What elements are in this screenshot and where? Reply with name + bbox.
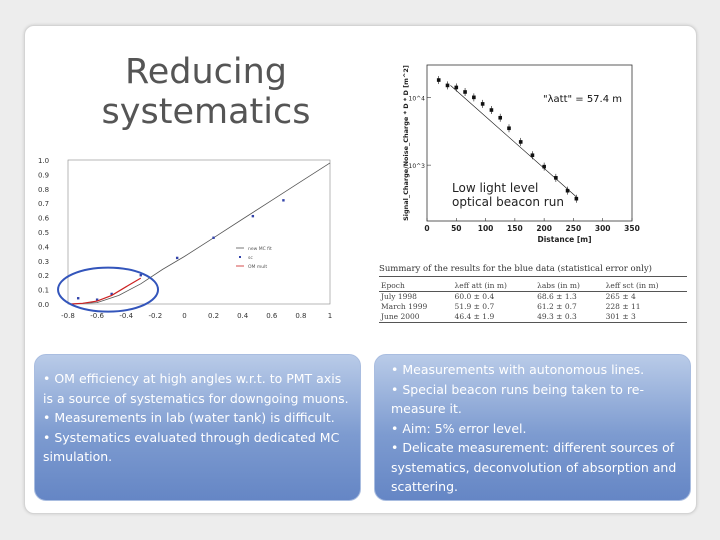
x-tick-label: 50 <box>451 224 462 233</box>
data-point <box>282 199 284 201</box>
beacon-run-label-line1: Low light level <box>452 181 539 195</box>
right-text-box <box>374 354 691 501</box>
x-axis-label: Distance [m] <box>537 235 592 244</box>
x-tick-label: 100 <box>477 224 494 233</box>
table-cell: 228 ± 11 <box>605 302 641 311</box>
legend-label: new MC fit <box>248 247 272 252</box>
legend-label: OM mult <box>248 265 268 270</box>
slide-title: Reducing systematics <box>101 52 311 132</box>
y-tick-label: 0.3 <box>38 257 50 266</box>
table-cell: 68.6 ± 1.3 <box>537 292 577 301</box>
y-tick-label: 0.0 <box>38 301 50 309</box>
efficiency-chart <box>36 152 340 328</box>
x-tick-label: 1 <box>327 312 333 320</box>
left-text-box <box>34 354 361 501</box>
table-cell: 60.0 ± 0.4 <box>454 292 495 301</box>
x-tick-label: -0.6 <box>90 312 104 320</box>
x-tick-label: 0.8 <box>295 312 307 320</box>
x-tick-label: 0.4 <box>237 312 249 320</box>
data-point <box>542 165 546 169</box>
bullet-item: • Aim: 5% error level. <box>391 420 527 436</box>
table-row <box>379 292 687 303</box>
y-tick-label: 10^3 <box>408 163 425 171</box>
data-point <box>77 297 79 299</box>
attenuation-chart-plot <box>402 65 640 244</box>
bullet-item: • OM efficiency at high angles w.r.t. to PMT axis is a source of systematics for downgoing muons. <box>43 371 349 406</box>
y-tick-label: 0.8 <box>38 185 50 194</box>
data-point <box>575 197 579 201</box>
table-cell: June 2000 <box>379 312 453 323</box>
table-cell: 301 ± 3 <box>604 312 687 323</box>
right-bullet-list <box>391 360 684 497</box>
y-tick-label: 0.1 <box>38 286 50 295</box>
table-cell: 46.4 ± 1.9 <box>453 312 536 323</box>
data-point <box>176 257 178 259</box>
data-point <box>212 237 214 239</box>
table-cell: July 1998 <box>381 292 417 301</box>
legend-swatch <box>239 256 241 258</box>
bullet-item: • Systematics evaluated through dedicated MC simulation. <box>43 429 340 464</box>
data-point <box>481 102 485 106</box>
x-tick-label: 300 <box>594 224 611 233</box>
efficiency-chart-plot <box>38 157 332 320</box>
data-point <box>437 78 441 82</box>
table-cell: 61.2 ± 0.7 <box>537 302 577 311</box>
legend-label: sc <box>248 256 253 261</box>
table-cell: 51.9 ± 0.7 <box>454 302 495 311</box>
y-tick-label: 0.5 <box>38 229 50 237</box>
table-header-cell: λeff sct (in m) <box>604 280 687 292</box>
table-row <box>379 302 687 312</box>
x-tick-label: 150 <box>507 224 523 233</box>
bullet-item: • Measurements with autonomous lines. <box>391 362 645 377</box>
highlight-ellipse <box>58 268 158 312</box>
data-point <box>519 140 523 144</box>
x-tick-label: 0.6 <box>266 312 278 320</box>
y-tick-label: 0.7 <box>38 200 50 209</box>
results-table-caption: Summary of the results for the blue data (statistical error only) <box>379 264 687 277</box>
y-tick-label: 0.9 <box>38 171 50 180</box>
table-header-cell: λeff att (in m) <box>453 280 536 292</box>
x-tick-label: -0.8 <box>61 312 75 320</box>
attenuation-chart <box>400 55 650 250</box>
table-header-row <box>379 280 687 292</box>
beacon-run-label <box>452 181 564 209</box>
results-table <box>379 264 687 323</box>
bullet-item: • Delicate measurement: different sources of systematics, deconvolution of absorption and scattering. <box>391 440 677 494</box>
table-cell: 49.3 ± 0.3 <box>535 312 604 323</box>
data-point <box>472 96 476 100</box>
table-row <box>379 312 687 323</box>
table-header-cell: Epoch <box>379 280 453 292</box>
bullet-item: • Special beacon runs being taken to re-measure it. <box>391 381 644 416</box>
data-point <box>446 84 450 88</box>
x-tick-label: 0.2 <box>207 312 220 320</box>
data-point <box>490 108 494 112</box>
results-table-grid <box>379 280 687 323</box>
y-tick-label: 10^4 <box>408 95 425 103</box>
table-header-cell: λabs (in m) <box>535 280 604 292</box>
left-bullet-list <box>43 369 354 467</box>
x-tick-label: -0.4 <box>119 312 134 320</box>
data-point <box>252 215 254 217</box>
bullet-item: • Measurements in lab (water tank) is difficult. <box>43 410 335 425</box>
x-tick-label: 200 <box>536 224 552 233</box>
y-tick-label: 1.0 <box>38 157 50 165</box>
x-tick-label: 350 <box>624 224 640 233</box>
series-line-0 <box>71 163 330 304</box>
data-point <box>498 116 502 120</box>
y-tick-label: 0.4 <box>38 243 50 252</box>
data-point <box>463 90 467 94</box>
plot-frame <box>68 160 330 304</box>
y-tick-label: 0.6 <box>38 214 50 223</box>
x-tick-label: 0 <box>424 224 430 233</box>
beacon-run-label-line2: optical beacon run <box>452 195 564 209</box>
fit-annotation: "λatt" = 57.4 m <box>543 94 623 105</box>
table-cell: 265 ± 4 <box>605 292 636 301</box>
table-cell: March 1999 <box>381 302 428 311</box>
x-tick-label: 250 <box>565 224 582 233</box>
y-tick-label: 0.2 <box>38 272 50 281</box>
x-tick-label: -0.2 <box>148 312 163 320</box>
data-point <box>507 126 511 130</box>
y-axis-label: Signal_Charge/Noise_Charge * D * D [m^2] <box>402 65 410 221</box>
x-tick-label: 0 <box>182 312 187 320</box>
data-point <box>454 86 458 90</box>
